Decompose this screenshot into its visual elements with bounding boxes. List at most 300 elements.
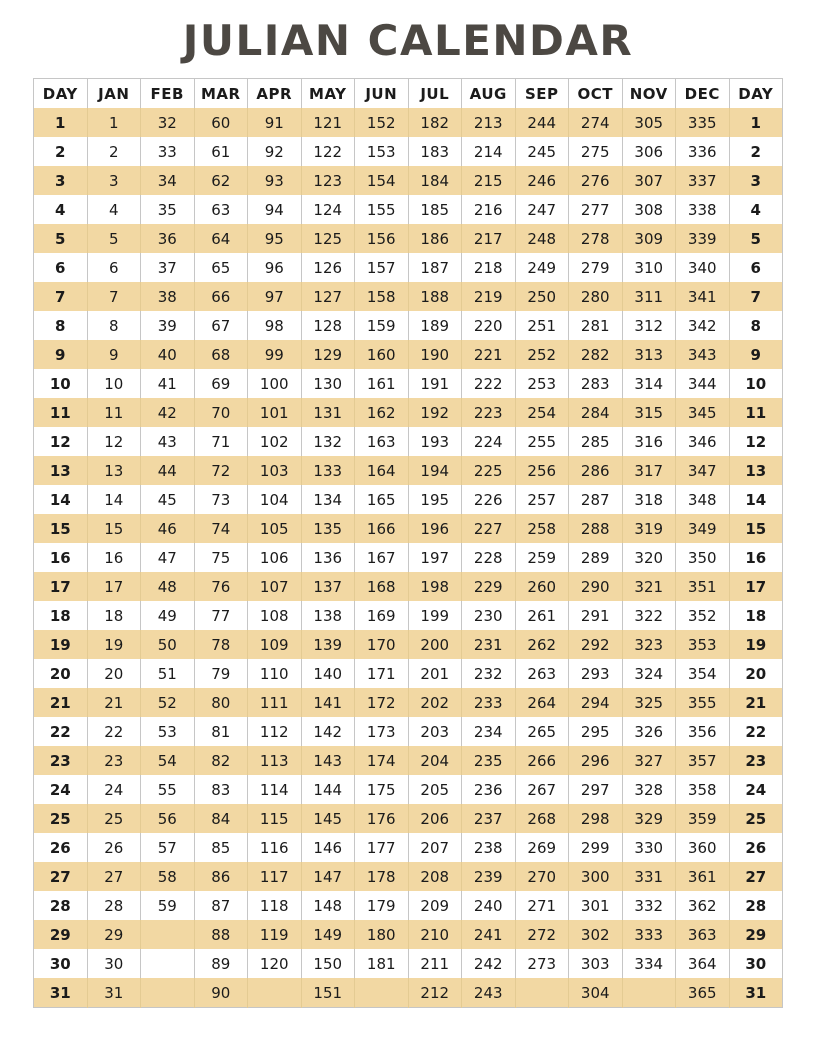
julian-day-cell: 191 <box>408 369 462 398</box>
julian-day-cell: 283 <box>569 369 623 398</box>
day-number-cell: 16 <box>729 543 783 572</box>
julian-day-cell: 75 <box>194 543 248 572</box>
julian-day-cell: 324 <box>622 659 676 688</box>
julian-day-cell: 178 <box>355 862 409 891</box>
julian-day-cell: 154 <box>355 166 409 195</box>
julian-day-cell: 46 <box>141 514 195 543</box>
julian-day-cell: 43 <box>141 427 195 456</box>
julian-day-cell: 97 <box>248 282 302 311</box>
julian-day-cell: 169 <box>355 601 409 630</box>
day-number-cell: 19 <box>34 630 88 659</box>
julian-day-cell: 50 <box>141 630 195 659</box>
day-number-cell: 6 <box>34 253 88 282</box>
julian-day-cell: 71 <box>194 427 248 456</box>
julian-day-cell: 248 <box>515 224 569 253</box>
julian-day-cell: 168 <box>355 572 409 601</box>
julian-day-cell: 316 <box>622 427 676 456</box>
julian-day-cell: 344 <box>676 369 730 398</box>
julian-day-cell: 9 <box>87 340 141 369</box>
julian-day-cell: 20 <box>87 659 141 688</box>
julian-day-cell: 230 <box>462 601 516 630</box>
column-header-jan: JAN <box>87 79 141 109</box>
julian-day-cell: 221 <box>462 340 516 369</box>
julian-day-cell: 31 <box>87 978 141 1008</box>
julian-day-cell: 190 <box>408 340 462 369</box>
day-number-cell: 20 <box>34 659 88 688</box>
julian-day-cell: 98 <box>248 311 302 340</box>
julian-day-cell: 282 <box>569 340 623 369</box>
julian-day-cell: 346 <box>676 427 730 456</box>
julian-day-cell: 57 <box>141 833 195 862</box>
julian-day-cell: 69 <box>194 369 248 398</box>
julian-day-cell: 25 <box>87 804 141 833</box>
julian-day-cell: 280 <box>569 282 623 311</box>
julian-day-cell: 145 <box>301 804 355 833</box>
julian-day-cell: 89 <box>194 949 248 978</box>
julian-day-cell: 345 <box>676 398 730 427</box>
julian-day-cell: 203 <box>408 717 462 746</box>
julian-day-cell: 303 <box>569 949 623 978</box>
julian-day-cell: 200 <box>408 630 462 659</box>
column-header-sep: SEP <box>515 79 569 109</box>
day-number-cell: 25 <box>729 804 783 833</box>
julian-day-cell: 5 <box>87 224 141 253</box>
day-number-cell: 23 <box>34 746 88 775</box>
julian-day-cell: 81 <box>194 717 248 746</box>
julian-day-cell: 301 <box>569 891 623 920</box>
julian-day-cell: 49 <box>141 601 195 630</box>
julian-day-cell: 77 <box>194 601 248 630</box>
julian-day-cell: 107 <box>248 572 302 601</box>
julian-day-cell: 189 <box>408 311 462 340</box>
julian-day-cell: 353 <box>676 630 730 659</box>
julian-day-cell: 174 <box>355 746 409 775</box>
julian-day-cell: 159 <box>355 311 409 340</box>
julian-day-cell: 72 <box>194 456 248 485</box>
julian-day-cell: 335 <box>676 108 730 137</box>
julian-day-cell: 151 <box>301 978 355 1008</box>
julian-day-cell: 287 <box>569 485 623 514</box>
julian-day-cell: 170 <box>355 630 409 659</box>
julian-day-cell: 196 <box>408 514 462 543</box>
julian-day-cell: 39 <box>141 311 195 340</box>
julian-day-cell: 8 <box>87 311 141 340</box>
julian-day-cell: 126 <box>301 253 355 282</box>
julian-day-cell: 172 <box>355 688 409 717</box>
calendar-row-21 <box>34 688 783 717</box>
day-number-cell: 9 <box>729 340 783 369</box>
julian-day-cell: 163 <box>355 427 409 456</box>
julian-day-cell: 24 <box>87 775 141 804</box>
day-number-cell: 29 <box>34 920 88 949</box>
julian-day-cell: 73 <box>194 485 248 514</box>
julian-day-cell: 275 <box>569 137 623 166</box>
julian-day-cell: 350 <box>676 543 730 572</box>
julian-day-cell: 82 <box>194 746 248 775</box>
julian-day-cell: 180 <box>355 920 409 949</box>
julian-day-cell: 53 <box>141 717 195 746</box>
julian-day-cell: 66 <box>194 282 248 311</box>
calendar-row-2 <box>34 137 783 166</box>
julian-day-cell: 63 <box>194 195 248 224</box>
julian-day-cell: 250 <box>515 282 569 311</box>
julian-day-cell: 16 <box>87 543 141 572</box>
day-number-cell: 26 <box>34 833 88 862</box>
calendar-row-6 <box>34 253 783 282</box>
julian-day-cell: 87 <box>194 891 248 920</box>
julian-day-cell: 309 <box>622 224 676 253</box>
julian-day-cell: 215 <box>462 166 516 195</box>
julian-day-cell: 336 <box>676 137 730 166</box>
calendar-row-1 <box>34 108 783 137</box>
julian-day-cell: 38 <box>141 282 195 311</box>
calendar-header <box>34 79 783 109</box>
julian-day-cell: 175 <box>355 775 409 804</box>
julian-day-cell: 320 <box>622 543 676 572</box>
calendar-row-8 <box>34 311 783 340</box>
julian-day-cell: 217 <box>462 224 516 253</box>
julian-day-cell: 333 <box>622 920 676 949</box>
julian-day-cell: 237 <box>462 804 516 833</box>
julian-day-cell: 142 <box>301 717 355 746</box>
julian-day-cell: 7 <box>87 282 141 311</box>
julian-day-cell: 293 <box>569 659 623 688</box>
julian-day-cell: 307 <box>622 166 676 195</box>
calendar-row-4 <box>34 195 783 224</box>
julian-day-cell: 274 <box>569 108 623 137</box>
julian-day-cell: 291 <box>569 601 623 630</box>
calendar-row-25 <box>34 804 783 833</box>
julian-day-cell: 321 <box>622 572 676 601</box>
julian-day-cell: 122 <box>301 137 355 166</box>
calendar-row-3 <box>34 166 783 195</box>
julian-day-cell: 312 <box>622 311 676 340</box>
julian-day-cell: 47 <box>141 543 195 572</box>
julian-day-cell: 216 <box>462 195 516 224</box>
day-number-cell: 8 <box>34 311 88 340</box>
julian-day-cell: 17 <box>87 572 141 601</box>
julian-day-cell: 184 <box>408 166 462 195</box>
julian-day-cell: 40 <box>141 340 195 369</box>
julian-day-cell: 351 <box>676 572 730 601</box>
julian-day-cell: 278 <box>569 224 623 253</box>
julian-day-cell: 155 <box>355 195 409 224</box>
calendar-row-31 <box>34 978 783 1008</box>
julian-day-cell: 327 <box>622 746 676 775</box>
day-number-cell: 31 <box>34 978 88 1008</box>
julian-day-cell: 10 <box>87 369 141 398</box>
julian-day-cell: 128 <box>301 311 355 340</box>
julian-day-cell: 226 <box>462 485 516 514</box>
julian-day-cell: 13 <box>87 456 141 485</box>
julian-day-cell <box>355 978 409 1008</box>
julian-day-cell: 144 <box>301 775 355 804</box>
julian-day-cell: 133 <box>301 456 355 485</box>
julian-day-cell: 348 <box>676 485 730 514</box>
column-header-feb: FEB <box>141 79 195 109</box>
julian-day-cell: 54 <box>141 746 195 775</box>
julian-day-cell: 224 <box>462 427 516 456</box>
julian-day-cell: 247 <box>515 195 569 224</box>
day-number-cell: 6 <box>729 253 783 282</box>
julian-day-cell: 213 <box>462 108 516 137</box>
day-number-cell: 5 <box>34 224 88 253</box>
julian-day-cell: 219 <box>462 282 516 311</box>
day-number-cell: 2 <box>34 137 88 166</box>
calendar-row-14 <box>34 485 783 514</box>
julian-day-cell: 2 <box>87 137 141 166</box>
day-number-cell: 12 <box>729 427 783 456</box>
julian-day-cell: 325 <box>622 688 676 717</box>
julian-day-cell: 1 <box>87 108 141 137</box>
julian-day-cell: 135 <box>301 514 355 543</box>
julian-day-cell: 257 <box>515 485 569 514</box>
julian-day-cell <box>141 920 195 949</box>
julian-day-cell: 202 <box>408 688 462 717</box>
julian-day-cell: 94 <box>248 195 302 224</box>
julian-day-cell: 188 <box>408 282 462 311</box>
julian-day-cell: 62 <box>194 166 248 195</box>
julian-day-cell: 299 <box>569 833 623 862</box>
calendar-row-11 <box>34 398 783 427</box>
julian-day-cell: 37 <box>141 253 195 282</box>
calendar-row-22 <box>34 717 783 746</box>
calendar-row-18 <box>34 601 783 630</box>
julian-day-cell: 269 <box>515 833 569 862</box>
julian-day-cell: 109 <box>248 630 302 659</box>
julian-day-cell: 60 <box>194 108 248 137</box>
julian-day-cell: 334 <box>622 949 676 978</box>
julian-day-cell: 295 <box>569 717 623 746</box>
julian-day-cell: 14 <box>87 485 141 514</box>
day-number-cell: 21 <box>729 688 783 717</box>
julian-day-cell: 187 <box>408 253 462 282</box>
julian-day-cell: 340 <box>676 253 730 282</box>
julian-day-cell: 171 <box>355 659 409 688</box>
column-header-aug: AUG <box>462 79 516 109</box>
column-header-jul: JUL <box>408 79 462 109</box>
julian-day-cell: 153 <box>355 137 409 166</box>
julian-day-cell: 61 <box>194 137 248 166</box>
julian-day-cell: 96 <box>248 253 302 282</box>
julian-day-cell: 290 <box>569 572 623 601</box>
julian-day-cell: 338 <box>676 195 730 224</box>
julian-day-cell: 205 <box>408 775 462 804</box>
julian-day-cell: 362 <box>676 891 730 920</box>
column-header-dec: DEC <box>676 79 730 109</box>
julian-day-cell: 304 <box>569 978 623 1008</box>
day-number-cell: 27 <box>729 862 783 891</box>
julian-day-cell: 162 <box>355 398 409 427</box>
julian-day-cell: 251 <box>515 311 569 340</box>
julian-day-cell: 254 <box>515 398 569 427</box>
page-title: JULIAN CALENDAR <box>182 16 634 65</box>
julian-day-cell: 313 <box>622 340 676 369</box>
julian-day-cell: 235 <box>462 746 516 775</box>
day-number-cell: 17 <box>729 572 783 601</box>
day-number-cell: 28 <box>34 891 88 920</box>
julian-day-cell: 310 <box>622 253 676 282</box>
julian-day-cell: 36 <box>141 224 195 253</box>
day-number-cell: 30 <box>34 949 88 978</box>
julian-day-cell: 264 <box>515 688 569 717</box>
day-number-cell: 18 <box>34 601 88 630</box>
julian-day-cell: 323 <box>622 630 676 659</box>
julian-day-cell: 225 <box>462 456 516 485</box>
julian-day-cell: 140 <box>301 659 355 688</box>
column-header-day-right: DAY <box>729 79 783 109</box>
julian-day-cell: 127 <box>301 282 355 311</box>
julian-day-cell: 260 <box>515 572 569 601</box>
calendar-row-17 <box>34 572 783 601</box>
julian-day-cell: 185 <box>408 195 462 224</box>
julian-day-cell: 306 <box>622 137 676 166</box>
julian-day-cell: 359 <box>676 804 730 833</box>
julian-day-cell: 78 <box>194 630 248 659</box>
julian-day-cell: 173 <box>355 717 409 746</box>
julian-day-cell: 236 <box>462 775 516 804</box>
calendar-row-29 <box>34 920 783 949</box>
julian-day-cell: 11 <box>87 398 141 427</box>
julian-day-cell <box>515 978 569 1008</box>
julian-day-cell: 117 <box>248 862 302 891</box>
julian-day-cell: 70 <box>194 398 248 427</box>
julian-day-cell: 125 <box>301 224 355 253</box>
julian-day-cell: 41 <box>141 369 195 398</box>
calendar-row-5 <box>34 224 783 253</box>
julian-day-cell: 255 <box>515 427 569 456</box>
julian-day-cell: 68 <box>194 340 248 369</box>
julian-day-cell: 354 <box>676 659 730 688</box>
julian-day-cell: 92 <box>248 137 302 166</box>
julian-day-cell: 241 <box>462 920 516 949</box>
julian-day-cell <box>141 949 195 978</box>
julian-day-cell: 110 <box>248 659 302 688</box>
julian-day-cell: 3 <box>87 166 141 195</box>
julian-day-cell: 55 <box>141 775 195 804</box>
julian-day-cell: 167 <box>355 543 409 572</box>
julian-day-cell: 349 <box>676 514 730 543</box>
julian-day-cell <box>141 978 195 1008</box>
julian-day-cell: 15 <box>87 514 141 543</box>
julian-day-cell: 223 <box>462 398 516 427</box>
julian-calendar-table <box>33 78 783 1008</box>
julian-day-cell <box>622 978 676 1008</box>
julian-day-cell: 245 <box>515 137 569 166</box>
julian-day-cell: 198 <box>408 572 462 601</box>
day-number-cell: 24 <box>729 775 783 804</box>
julian-day-cell: 352 <box>676 601 730 630</box>
julian-day-cell: 118 <box>248 891 302 920</box>
calendar-row-19 <box>34 630 783 659</box>
julian-day-cell: 276 <box>569 166 623 195</box>
day-number-cell: 1 <box>34 108 88 137</box>
julian-day-cell: 85 <box>194 833 248 862</box>
julian-day-cell: 207 <box>408 833 462 862</box>
julian-day-cell: 99 <box>248 340 302 369</box>
julian-day-cell: 100 <box>248 369 302 398</box>
day-number-cell: 11 <box>729 398 783 427</box>
julian-day-cell: 79 <box>194 659 248 688</box>
julian-day-cell: 361 <box>676 862 730 891</box>
julian-day-cell: 211 <box>408 949 462 978</box>
julian-day-cell: 246 <box>515 166 569 195</box>
calendar-row-9 <box>34 340 783 369</box>
julian-day-cell: 51 <box>141 659 195 688</box>
julian-day-cell: 231 <box>462 630 516 659</box>
julian-day-cell: 365 <box>676 978 730 1008</box>
julian-day-cell: 360 <box>676 833 730 862</box>
day-number-cell: 30 <box>729 949 783 978</box>
julian-day-cell: 262 <box>515 630 569 659</box>
julian-day-cell: 356 <box>676 717 730 746</box>
julian-day-cell: 296 <box>569 746 623 775</box>
julian-day-cell: 339 <box>676 224 730 253</box>
julian-day-cell: 322 <box>622 601 676 630</box>
julian-day-cell: 242 <box>462 949 516 978</box>
day-number-cell: 9 <box>34 340 88 369</box>
calendar-row-27 <box>34 862 783 891</box>
julian-day-cell: 249 <box>515 253 569 282</box>
julian-day-cell: 56 <box>141 804 195 833</box>
julian-day-cell: 179 <box>355 891 409 920</box>
julian-day-cell: 76 <box>194 572 248 601</box>
julian-day-cell: 90 <box>194 978 248 1008</box>
julian-day-cell: 259 <box>515 543 569 572</box>
calendar-row-30 <box>34 949 783 978</box>
julian-day-cell: 113 <box>248 746 302 775</box>
julian-day-cell: 258 <box>515 514 569 543</box>
column-header-may: MAY <box>301 79 355 109</box>
day-number-cell: 3 <box>34 166 88 195</box>
day-number-cell: 29 <box>729 920 783 949</box>
julian-day-cell: 148 <box>301 891 355 920</box>
day-number-cell: 23 <box>729 746 783 775</box>
julian-day-cell: 271 <box>515 891 569 920</box>
day-number-cell: 12 <box>34 427 88 456</box>
calendar-row-23 <box>34 746 783 775</box>
julian-day-cell: 252 <box>515 340 569 369</box>
day-number-cell: 22 <box>34 717 88 746</box>
day-number-cell: 17 <box>34 572 88 601</box>
julian-day-cell: 4 <box>87 195 141 224</box>
julian-day-cell: 265 <box>515 717 569 746</box>
julian-day-cell: 22 <box>87 717 141 746</box>
julian-day-cell: 129 <box>301 340 355 369</box>
day-number-cell: 18 <box>729 601 783 630</box>
julian-day-cell: 268 <box>515 804 569 833</box>
column-header-apr: APR <box>248 79 302 109</box>
julian-day-cell: 229 <box>462 572 516 601</box>
julian-day-cell: 146 <box>301 833 355 862</box>
day-number-cell: 13 <box>34 456 88 485</box>
day-number-cell: 14 <box>729 485 783 514</box>
julian-day-cell: 292 <box>569 630 623 659</box>
julian-day-cell: 141 <box>301 688 355 717</box>
day-number-cell: 31 <box>729 978 783 1008</box>
julian-day-cell: 157 <box>355 253 409 282</box>
julian-day-cell: 30 <box>87 949 141 978</box>
day-number-cell: 2 <box>729 137 783 166</box>
julian-day-cell: 101 <box>248 398 302 427</box>
julian-day-cell: 281 <box>569 311 623 340</box>
julian-day-cell: 272 <box>515 920 569 949</box>
julian-day-cell: 177 <box>355 833 409 862</box>
julian-day-cell: 64 <box>194 224 248 253</box>
julian-day-cell: 34 <box>141 166 195 195</box>
julian-day-cell: 363 <box>676 920 730 949</box>
julian-day-cell: 341 <box>676 282 730 311</box>
